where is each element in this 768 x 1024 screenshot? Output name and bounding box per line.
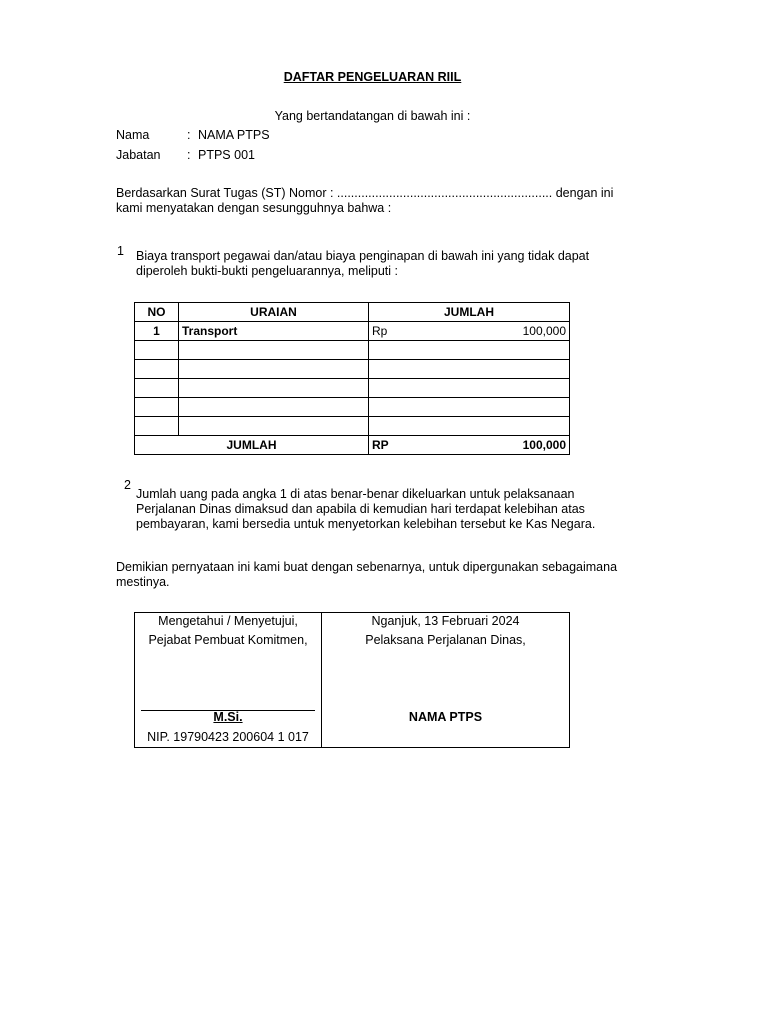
row-no: 1 <box>135 322 179 341</box>
official-title: Pejabat Pembuat Komitmen, <box>148 633 308 647</box>
table-row-empty <box>135 379 570 398</box>
intro-text: Yang bertandatangan di bawah ini : <box>274 109 471 123</box>
closing-line: mestinya. <box>116 575 170 589</box>
item1-text <box>136 249 616 279</box>
signature-table <box>134 612 570 748</box>
item2-line: Jumlah uang pada angka 1 di atas benar-benar dikeluarkan untuk pelaksanaan <box>136 487 575 501</box>
header-no: NO <box>135 303 179 322</box>
table-header-row <box>135 303 570 322</box>
item2-text <box>136 487 616 532</box>
executor-name: NAMA PTPS <box>408 710 483 724</box>
document-title: DAFTAR PENGELUARAN RIIL <box>283 70 462 84</box>
item1-line: Biaya transport pegawai dan/atau biaya penginapan di bawah ini yang tidak dapat <box>136 249 590 263</box>
header-jumlah: JUMLAH <box>369 303 570 322</box>
item2-line: pembayaran, kami bersedia untuk menyetorkan kelebihan tersebut ke Kas Negara. <box>136 517 596 531</box>
row-uraian: Transport <box>179 322 369 341</box>
nama-colon: : <box>187 128 191 142</box>
total-amount: 100,000 <box>522 438 566 452</box>
item2-line: Perjalanan Dinas dimaksud dan apabila di kemudian hari terdapat kelebihan atas <box>136 502 585 516</box>
signature-left-cell <box>135 613 322 748</box>
table-row <box>135 322 570 341</box>
statement-paragraph <box>116 186 636 216</box>
table-row-empty <box>135 360 570 379</box>
official-name: M.Si. <box>213 710 243 724</box>
total-jumlah <box>369 436 570 455</box>
table-row-empty <box>135 398 570 417</box>
nama-value: NAMA PTPS <box>198 128 270 142</box>
closing-paragraph <box>116 560 676 590</box>
official-nip: NIP. 19790423 200604 1 017 <box>147 730 309 744</box>
item-number: 2 <box>124 478 131 492</box>
signature-right-cell <box>322 613 570 748</box>
table-total-row <box>135 436 570 455</box>
row-amount: 100,000 <box>522 324 566 338</box>
jabatan-value: PTPS 001 <box>198 148 255 162</box>
nama-label: Nama <box>116 128 150 142</box>
table-row-empty <box>135 417 570 436</box>
approval-label: Mengetahui / Menyetujui, <box>158 614 298 628</box>
item-number: 1 <box>117 244 124 258</box>
jabatan-colon: : <box>187 148 191 162</box>
header-uraian: URAIAN <box>179 303 369 322</box>
executor-title: Pelaksana Perjalanan Dinas, <box>365 633 526 647</box>
expense-table <box>134 302 570 455</box>
table-row-empty <box>135 341 570 360</box>
total-currency: RP <box>372 438 389 452</box>
statement-line: Berdasarkan Surat Tugas (ST) Nomor : .............................................................. dengan ini <box>116 186 614 200</box>
jabatan-label: Jabatan <box>116 148 161 162</box>
statement-line: kami menyatakan dengan sesungguhnya bahwa : <box>116 201 392 215</box>
row-currency: Rp <box>372 324 388 338</box>
item1-line: diperoleh bukti-bukti pengeluarannya, meliputi : <box>136 264 398 278</box>
closing-line: Demikian pernyataan ini kami buat dengan sebenarnya, untuk dipergunakan sebagaimana <box>116 560 618 574</box>
row-jumlah <box>369 322 570 341</box>
place-date: Nganjuk, 13 Februari 2024 <box>371 614 520 628</box>
total-label: JUMLAH <box>135 436 369 455</box>
